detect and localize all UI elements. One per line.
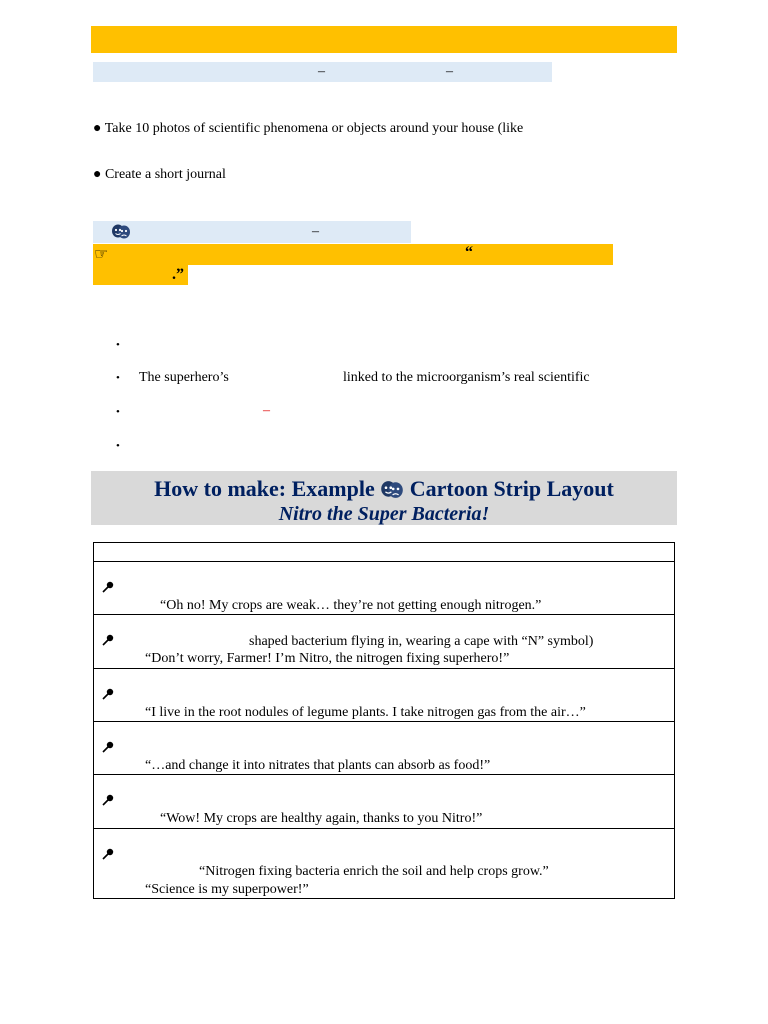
strip-panel-1 xyxy=(94,561,674,615)
instruction-open-quote: “ xyxy=(465,244,473,261)
pushpin-icon xyxy=(101,847,115,861)
instruction-close-quote: .” xyxy=(172,266,184,283)
pushpin-icon xyxy=(101,580,115,594)
cartoon-strip-heading xyxy=(91,471,677,525)
strip-panel-4 xyxy=(94,721,674,775)
pushpin-icon xyxy=(101,633,115,647)
pushpin-icon xyxy=(101,687,115,701)
instruction-highlight-line1 xyxy=(93,244,613,265)
panel-dialogue: “Science is my superpower!” xyxy=(145,882,309,897)
strip-panel-6 xyxy=(94,828,674,901)
mask-section-dash: – xyxy=(312,224,319,239)
strip-header-row xyxy=(94,543,674,561)
activity-item-journal xyxy=(93,167,226,183)
panel-scene: shaped bacterium flying in, wearing a cape with “N” symbol) xyxy=(249,634,594,649)
theater-masks-icon xyxy=(380,480,404,499)
panel-dialogue: “Wow! My crops are healthy again, thanks to you Nitro!” xyxy=(160,811,483,826)
theater-masks-icon xyxy=(111,224,131,239)
criteria-bullet-3: • xyxy=(116,406,120,418)
pointing-hand-icon: ☞ xyxy=(94,244,109,263)
pushpin-icon xyxy=(101,793,115,807)
panel-dialogue: “…and change it into nitrates that plants can absorb as food!” xyxy=(145,758,491,773)
activity-text: Create a short journal xyxy=(104,167,226,182)
criteria-red-dash: – xyxy=(263,403,270,418)
subtitle-dash-right: – xyxy=(446,64,453,79)
panel-dialogue: “Nitrogen fixing bacteria enrich the soil and help crops grow.” xyxy=(199,864,549,879)
criteria-bullet-1: • xyxy=(116,339,120,351)
bullet: ● xyxy=(93,167,102,182)
mask-section-highlight xyxy=(93,221,411,243)
activity-text: Take 10 photos of scientific phenomena or objects around your house (like xyxy=(104,121,524,136)
activity-item-photos xyxy=(93,121,523,137)
panel-dialogue: “Don’t worry, Farmer! I’m Nitro, the nitrogen fixing superhero!” xyxy=(145,651,510,666)
heading-text-a: How to make: Example xyxy=(154,476,375,501)
heading-subtitle: Nitro the Super Bacteria! xyxy=(278,503,490,525)
criteria-text-superhero: The superhero’s xyxy=(139,370,229,385)
pushpin-icon xyxy=(101,740,115,754)
bullet: ● xyxy=(93,121,102,136)
title-highlight-bar xyxy=(91,26,677,53)
strip-panel-5 xyxy=(94,774,674,829)
subtitle-dash-left: – xyxy=(318,64,325,79)
panel-dialogue: “Oh no! My crops are weak… they’re not getting enough nitrogen.” xyxy=(160,598,542,613)
panel-dialogue: “I live in the root nodules of legume plants. I take nitrogen gas from the air…” xyxy=(145,705,586,720)
heading-main xyxy=(91,476,677,502)
strip-panel-3 xyxy=(94,668,674,722)
strip-panel-2 xyxy=(94,614,674,669)
heading-text-b: Cartoon Strip Layout xyxy=(409,476,614,501)
criteria-text-linked: linked to the microorganism’s real scientific xyxy=(343,370,590,385)
cartoon-strip-table xyxy=(93,542,675,899)
criteria-bullet-2: • xyxy=(116,372,120,384)
criteria-bullet-4: • xyxy=(116,440,120,452)
